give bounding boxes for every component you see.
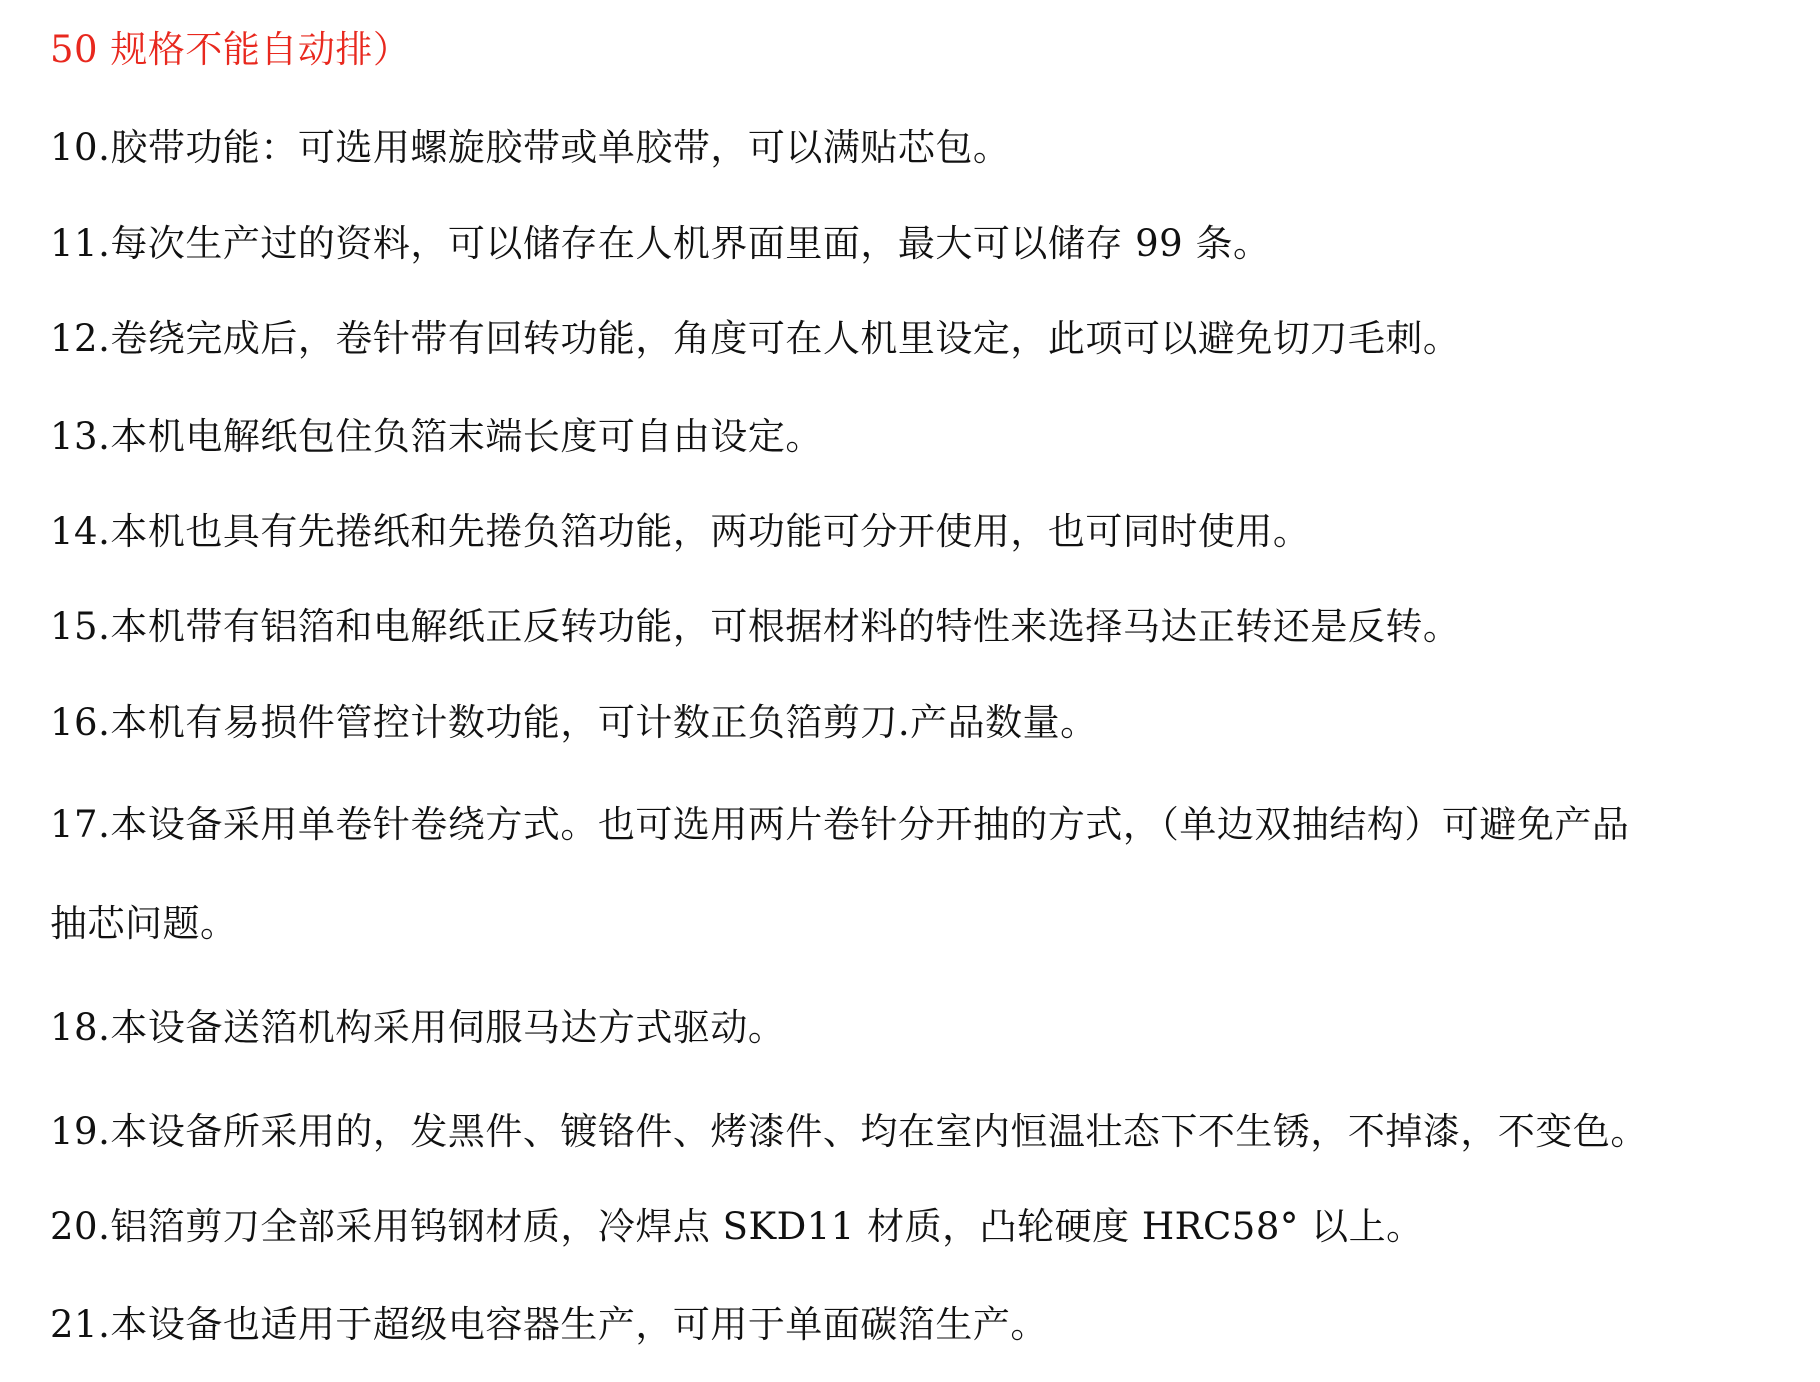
- list-item-16: 16.本机有易损件管控计数功能，可计数正负箔剪刀.产品数量。: [50, 701, 1098, 744]
- list-item-15: 15.本机带有铝箔和电解纸正反转功能，可根据材料的特性来选择马达正转还是反转。: [50, 605, 1461, 648]
- list-item-18: 18.本设备送箔机构采用伺服马达方式驱动。: [50, 1006, 786, 1049]
- list-item-21: 21.本设备也适用于超级电容器生产，可用于单面碳箔生产。: [50, 1303, 1048, 1346]
- list-item-10: 10.胶带功能：可选用螺旋胶带或单胶带，可以满贴芯包。: [50, 126, 1011, 169]
- list-item-17: 17.本设备采用单卷针卷绕方式。也可选用两片卷针分开抽的方式，（单边双抽结构）可避免产品: [50, 803, 1630, 846]
- list-item-19: 19.本设备所采用的，发黑件、镀铬件、烤漆件、均在室内恒温壮态下不生锈，不掉漆，不变色。: [50, 1110, 1648, 1153]
- list-item-13: 13.本机电解纸包住负箔末端长度可自由设定。: [50, 415, 823, 458]
- list-item-14: 14.本机也具有先捲纸和先捲负箔功能，两功能可分开使用，也可同时使用。: [50, 510, 1311, 553]
- header-note: 50 规格不能自动排）: [50, 28, 411, 71]
- list-item-20: 20.铝箔剪刀全部采用钨钢材质，冷焊点 SKD11 材质，凸轮硬度 HRC58° 以上。: [50, 1205, 1424, 1248]
- list-item-11: 11.每次生产过的资料，可以储存在人机界面里面，最大可以储存 99 条。: [50, 222, 1271, 265]
- list-item-12: 12.卷绕完成后，卷针带有回转功能，角度可在人机里设定，此项可以避免切刀毛刺。: [50, 317, 1461, 360]
- list-item-17-continuation: 抽芯问题。: [50, 902, 238, 945]
